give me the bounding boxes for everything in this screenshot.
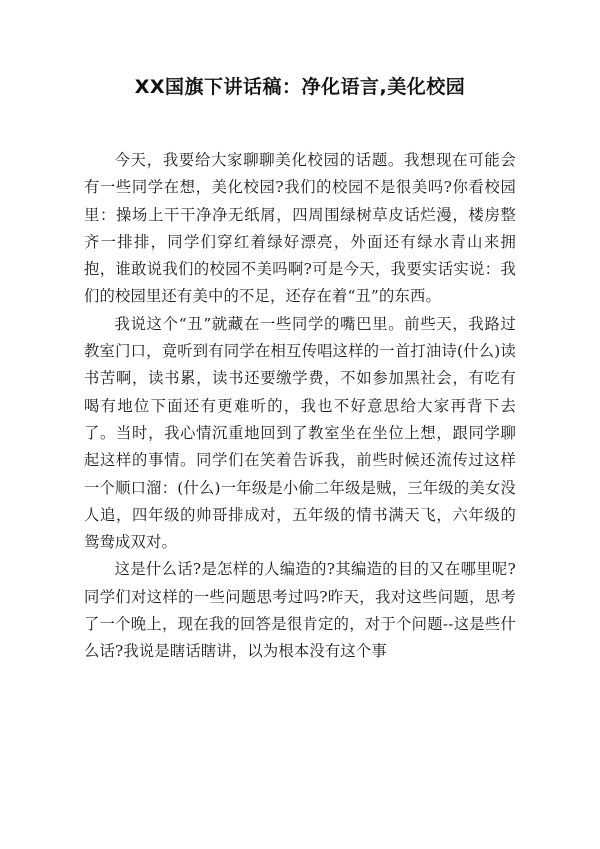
paragraph-3: 这是什么话?是怎样的人编造的?其编造的目的又在哪里呢?同学们对这样的一些问题思考过吗?昨天，我对这些问题，思考了一个晚上，现在我的回答是很肯定的，对于个问题--这是些什么话?我说是瞎话瞎讲，以为根本没有这个事 bbox=[84, 560, 516, 661]
document-body bbox=[84, 147, 516, 666]
document-title: XX国旗下讲话稿：净化语言,美化校园 bbox=[134, 76, 466, 98]
paragraph-1: 今天，我要给大家聊聊美化校园的话题。我想现在可能会有一些同学在想，美化校园?我们的校园不是很美吗?你看校园里：操场上干干净净无纸屑，四周围绿树草皮话烂漫，楼房整齐一排排，同学们穿红着绿好漂亮，外面还有绿水青山来拥抱，谁敢说我们的校园不美吗啊?可是今天，我要实话实说：我们的校园里还有美中的不足，还存在着“丑”的东西。 bbox=[84, 151, 516, 306]
paragraph-2: 我说这个“丑”就藏在一些同学的嘴巴里。前些天，我路过教室门口，竟听到有同学在相互传唱这样的一首打油诗(什么)读书苦啊，读书累，读书还要缴学费，不如参加黑社会，有吃有喝有地位下面还有更难听的，我也不好意思给大家再背下去了。当时，我心情沉重地回到了教室坐在坐位上想，跟同学聊起这样的事情。同学们在笑着告诉我，前些时候还流传过这样一个顺口溜：(什么)一年级是小偷二年级是贼，三年级的美女没人追，四年级的帅哥排成对，五年级的情书满天飞，六年级的鸳鸯成双对。 bbox=[84, 314, 516, 552]
